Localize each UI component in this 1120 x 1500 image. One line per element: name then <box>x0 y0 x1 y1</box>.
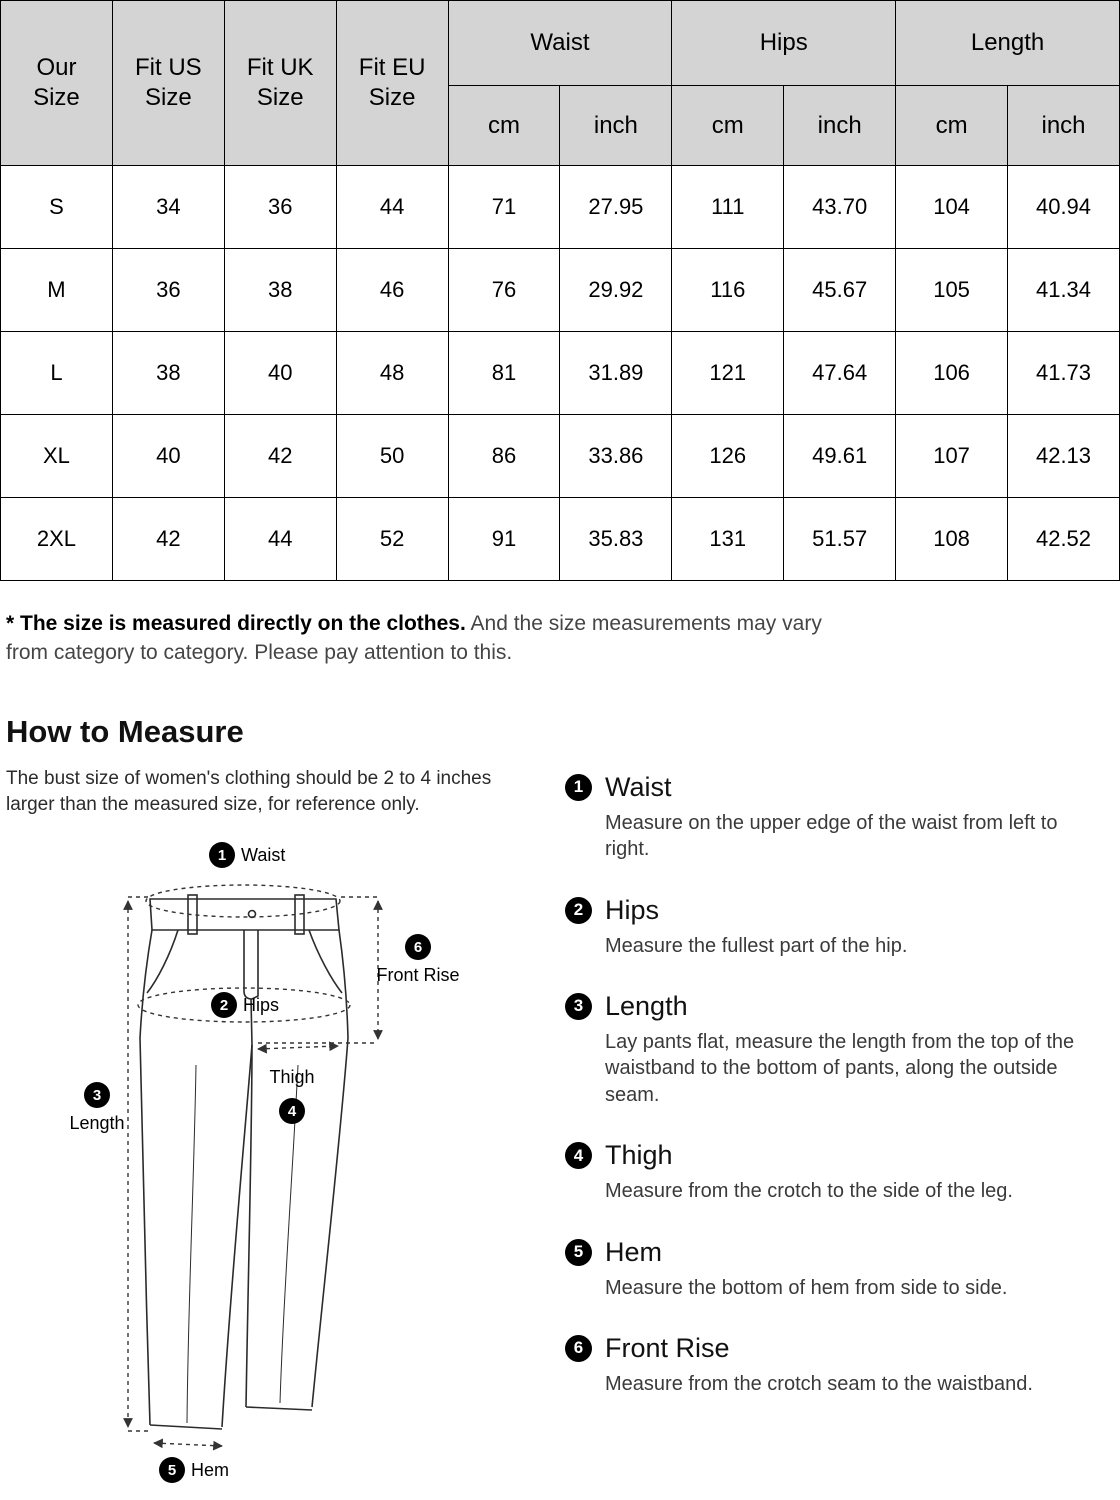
subheader-length-inch: inch <box>1008 86 1120 166</box>
measurement-lines <box>128 885 378 1446</box>
thigh-number: 4 <box>287 1102 297 1120</box>
size-cell: 42 <box>112 498 224 581</box>
waist-number: 1 <box>217 846 227 864</box>
size-cell: 44 <box>224 498 336 581</box>
step-description: Measure on the upper edge of the waist from left to right. <box>605 811 1058 861</box>
size-cell: 41.73 <box>1008 332 1120 415</box>
measurement-note <box>6 609 851 668</box>
subheader-length-cm: cm <box>896 86 1008 166</box>
size-cell: 86 <box>448 415 560 498</box>
length-text: Length <box>69 1112 125 1133</box>
size-cell: 41.34 <box>1008 249 1120 332</box>
thigh-text: Thigh <box>269 1066 315 1087</box>
size-cell: 36 <box>224 166 336 249</box>
size-cell: 31.89 <box>560 332 672 415</box>
step-number-badge: 5 <box>565 1239 592 1266</box>
measure-step-length <box>565 991 1120 1108</box>
size-cell: 116 <box>672 249 784 332</box>
step-number-badge: 1 <box>565 774 592 801</box>
size-cell: 51.57 <box>784 498 896 581</box>
size-cell: 27.95 <box>560 166 672 249</box>
size-cell: 36 <box>112 249 224 332</box>
size-cell: 106 <box>896 332 1008 415</box>
size-cell: 38 <box>112 332 224 415</box>
step-number-badge: 6 <box>565 1335 592 1362</box>
measure-steps <box>565 762 1120 1430</box>
subheader-waist-cm: cm <box>448 86 560 166</box>
size-cell: 43.70 <box>784 166 896 249</box>
step-description: Lay pants flat, measure the length from the top of the waistband to the bottom of pants, along the outside seam. <box>605 1030 1075 1106</box>
measure-step-hem <box>565 1237 1120 1301</box>
size-cell: 52 <box>336 498 448 581</box>
measure-step-hips <box>565 895 1120 959</box>
subheader-hips-cm: cm <box>672 86 784 166</box>
size-cell: 131 <box>672 498 784 581</box>
size-row-2xl <box>1 498 1120 581</box>
size-cell: 121 <box>672 332 784 415</box>
size-cell: 111 <box>672 166 784 249</box>
size-cell: 49.61 <box>784 415 896 498</box>
hem-number: 5 <box>167 1461 177 1479</box>
size-cell: 33.86 <box>560 415 672 498</box>
size-cell: 34 <box>112 166 224 249</box>
diagram-column <box>0 762 565 1498</box>
step-number-badge: 2 <box>565 897 592 924</box>
note-rest-text: And the size measurements may vary from category to category. Please pay attention to this. <box>6 612 822 665</box>
size-cell: 50 <box>336 415 448 498</box>
size-row-s <box>1 166 1120 249</box>
thigh-diagram-label <box>269 1067 314 1124</box>
length-number: 3 <box>92 1086 102 1104</box>
col-header-length: Length <box>896 1 1120 86</box>
measure-step-front-rise <box>565 1333 1120 1397</box>
hem-text: Hem <box>191 1459 230 1480</box>
size-cell: 40 <box>224 332 336 415</box>
hips-text: Hips <box>243 994 280 1015</box>
subheader-hips-inch: inch <box>784 86 896 166</box>
step-description: Measure from the crotch seam to the waistband. <box>605 1372 1033 1395</box>
diagram-labels <box>69 842 459 1483</box>
step-title: Hips <box>605 894 660 925</box>
front-rise-diagram-label <box>376 934 459 985</box>
size-cell: 42.13 <box>1008 415 1120 498</box>
step-title: Hem <box>605 1236 663 1267</box>
step-title: Length <box>605 990 688 1021</box>
size-cell: 38 <box>224 249 336 332</box>
size-cell: 108 <box>896 498 1008 581</box>
step-number-badge: 3 <box>565 993 592 1020</box>
how-to-measure-section <box>0 762 1120 1498</box>
how-to-measure-title: How to Measure <box>6 713 244 749</box>
size-cell: L <box>1 332 113 415</box>
size-cell: 76 <box>448 249 560 332</box>
col-header-waist: Waist <box>448 1 672 86</box>
size-row-xl <box>1 415 1120 498</box>
hips-number: 2 <box>219 996 229 1014</box>
hem-diagram-label <box>159 1457 229 1483</box>
col-header-hips: Hips <box>672 1 896 86</box>
note-bold-text: * The size is measured directly on the clothes. <box>6 612 466 635</box>
size-cell: 81 <box>448 332 560 415</box>
size-row-m <box>1 249 1120 332</box>
pants-outline <box>140 895 348 1429</box>
size-cell: 46 <box>336 249 448 332</box>
waist-text: Waist <box>241 844 286 865</box>
front-rise-number: 6 <box>413 938 423 956</box>
size-cell: 42 <box>224 415 336 498</box>
col-header-fit-uk: Fit UK Size <box>224 1 336 166</box>
size-cell: 91 <box>448 498 560 581</box>
step-description: Measure the bottom of hem from side to side. <box>605 1276 1008 1299</box>
hips-diagram-label <box>211 992 279 1018</box>
step-title: Waist <box>605 771 672 802</box>
size-cell: 71 <box>448 166 560 249</box>
measure-step-thigh <box>565 1140 1120 1204</box>
step-number-badge: 4 <box>565 1142 592 1169</box>
waist-diagram-label <box>209 842 285 868</box>
front-rise-text: Front Rise <box>376 964 460 985</box>
size-cell: 47.64 <box>784 332 896 415</box>
step-description: Measure the fullest part of the hip. <box>605 934 908 957</box>
size-cell: 29.92 <box>560 249 672 332</box>
size-cell: 40 <box>112 415 224 498</box>
size-cell: 48 <box>336 332 448 415</box>
size-cell: 104 <box>896 166 1008 249</box>
step-title: Thigh <box>605 1140 673 1171</box>
size-cell: 105 <box>896 249 1008 332</box>
step-title: Front Rise <box>605 1332 730 1363</box>
size-cell: 107 <box>896 415 1008 498</box>
size-cell: XL <box>1 415 113 498</box>
size-row-l <box>1 332 1120 415</box>
size-cell: 45.67 <box>784 249 896 332</box>
measure-step-waist <box>565 772 1120 863</box>
size-cell: 42.52 <box>1008 498 1120 581</box>
pants-measurement-diagram <box>0 833 560 1498</box>
size-cell: 35.83 <box>560 498 672 581</box>
size-table <box>0 0 1120 581</box>
subheader-waist-inch: inch <box>560 86 672 166</box>
col-header-fit-eu: Fit EU Size <box>336 1 448 166</box>
size-cell: 44 <box>336 166 448 249</box>
measure-intro-text: The bust size of women's clothing should be 2 to 4 inches larger than the measured size, for reference only. <box>6 767 492 816</box>
length-diagram-label <box>69 1082 124 1133</box>
col-header-our-size: Our Size <box>1 1 113 166</box>
size-cell: 2XL <box>1 498 113 581</box>
size-cell: 126 <box>672 415 784 498</box>
step-description: Measure from the crotch to the side of the leg. <box>605 1180 1013 1203</box>
col-header-fit-us: Fit US Size <box>112 1 224 166</box>
size-cell: 40.94 <box>1008 166 1120 249</box>
size-cell: M <box>1 249 113 332</box>
size-cell: S <box>1 166 113 249</box>
